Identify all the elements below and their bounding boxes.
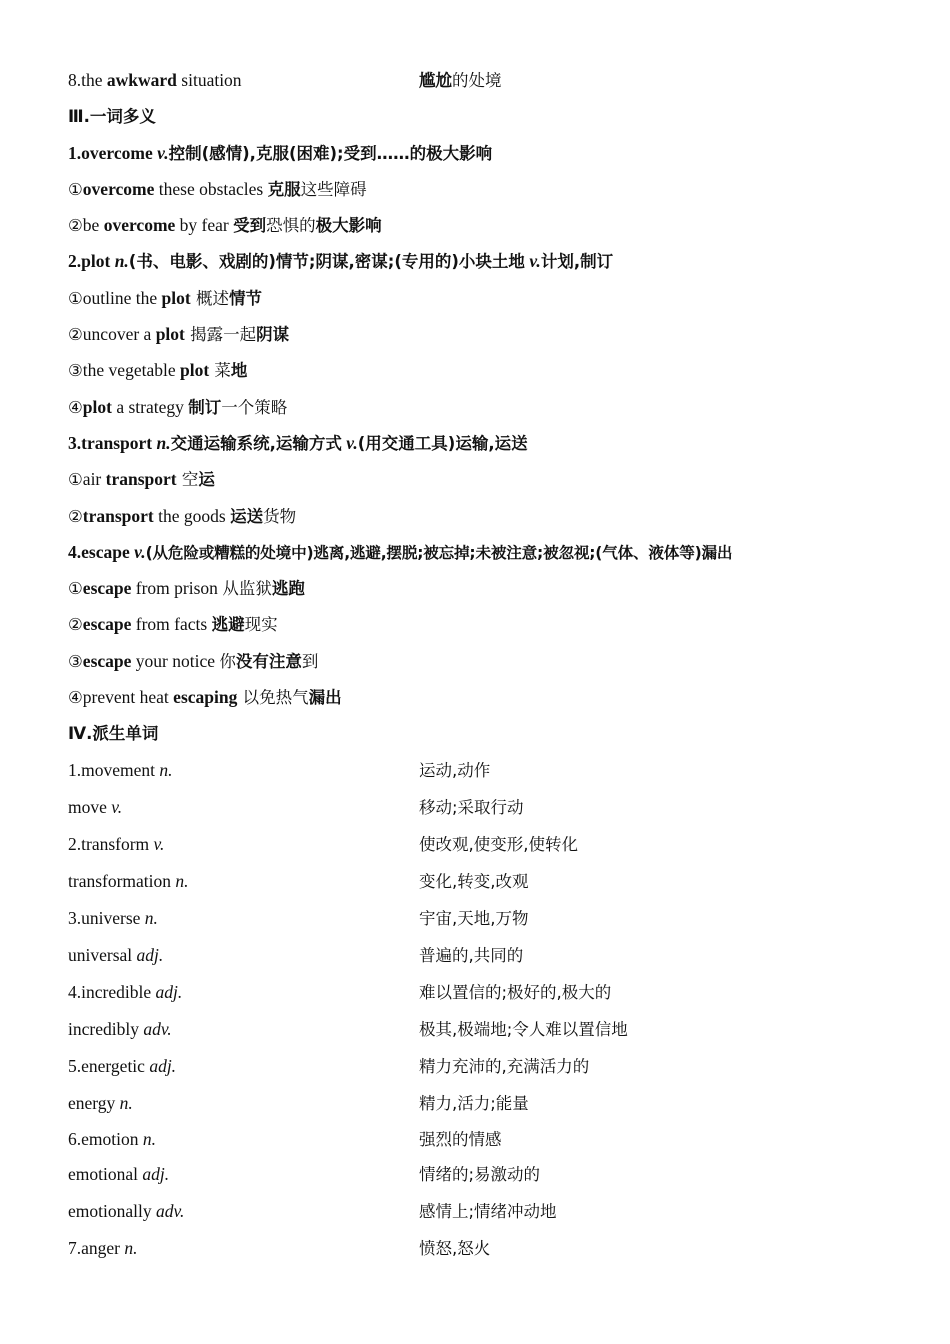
- derived-pos: adj.: [155, 982, 183, 1002]
- example-marker: ①: [68, 470, 83, 489]
- derived-word: emotionally: [68, 1201, 156, 1221]
- word-3-example-1: [68, 467, 215, 492]
- example-keyword: transport: [105, 469, 177, 489]
- example-cn-bold: 漏出: [308, 688, 342, 707]
- derived-cn: 宇宙,天地,万物: [419, 909, 529, 928]
- derived-word: incredibly: [68, 1019, 144, 1039]
- word-4-number: 4.: [68, 542, 82, 562]
- derived-word: energy: [68, 1093, 120, 1113]
- word-2-example-2: [68, 322, 289, 347]
- derived-word: 7.anger: [68, 1238, 125, 1258]
- example-keyword: overcome: [82, 179, 155, 199]
- example-cn-tail: 现实: [244, 615, 278, 634]
- example-prefix: outline the: [82, 288, 162, 308]
- derived-row: [68, 906, 158, 930]
- example-cn-bold: 受到: [233, 216, 267, 235]
- word-2-number: 2.: [68, 251, 82, 271]
- derived-translation: [419, 832, 578, 857]
- word-1-word: overcome: [81, 143, 153, 163]
- example-phrase: from facts: [131, 614, 212, 634]
- word-2-word: plot: [81, 251, 111, 271]
- item-8-cn-bold: 尴尬: [419, 71, 452, 90]
- derived-row: [68, 1091, 133, 1115]
- word-1-definition: 控制(感情),克服(困难);受到……的极大影响: [168, 144, 493, 163]
- word-4-example-4: [68, 685, 342, 710]
- example-cn-tail: 一个策略: [221, 398, 288, 417]
- derived-pos: n.: [159, 760, 173, 780]
- example-phrase: these obstacles: [154, 179, 268, 199]
- word-4-example-1: [68, 576, 305, 601]
- example-phrase: your notice: [131, 651, 220, 671]
- derived-row: [68, 1054, 176, 1078]
- section-4-heading: [68, 721, 158, 746]
- derived-pos: n.: [142, 1129, 156, 1149]
- example-prefix: the vegetable: [82, 360, 180, 380]
- derived-word: 2.transform: [68, 834, 154, 854]
- example-cn: 以免热气: [237, 688, 309, 707]
- example-cn-bold: 运送: [230, 507, 264, 526]
- example-marker: ①: [68, 579, 83, 598]
- example-marker: ②: [68, 615, 83, 634]
- example-cn-bold: 逃避: [211, 615, 245, 634]
- derived-row: [68, 832, 164, 856]
- derived-row: [68, 1127, 156, 1151]
- example-marker: ④: [68, 688, 83, 707]
- derived-pos: n.: [119, 1093, 133, 1113]
- word-4-example-2: [68, 612, 278, 637]
- derived-cn: 运动,动作: [419, 761, 491, 780]
- word-2-example-3: [68, 358, 247, 383]
- example-cn-bold: 运: [198, 470, 215, 489]
- derived-translation: [419, 1017, 628, 1042]
- derived-row: [68, 795, 122, 819]
- word-4-word: escape: [81, 542, 130, 562]
- example-keyword: escape: [82, 614, 132, 634]
- derived-pos: n.: [144, 908, 158, 928]
- example-keyword: plot: [179, 360, 210, 380]
- word-3-heading: [68, 431, 528, 456]
- section-3-title: Ⅲ.一词多义: [68, 107, 156, 126]
- item-8-keyword: awkward: [106, 70, 177, 90]
- derived-cn: 情绪的;易激动的: [419, 1165, 541, 1184]
- derived-cn: 移动;采取行动: [419, 798, 524, 817]
- derived-row: [68, 980, 182, 1004]
- example-cn-bold: 地: [230, 361, 248, 380]
- word-3-example-2: [68, 504, 296, 529]
- derived-cn: 愤怒,怒火: [419, 1239, 491, 1258]
- derived-word: emotional: [68, 1164, 143, 1184]
- section-4-title: Ⅳ.派生单词: [68, 724, 159, 743]
- example-marker: ③: [68, 652, 83, 671]
- derived-row: [68, 943, 163, 967]
- derived-translation: [419, 1054, 589, 1079]
- derived-row: [68, 758, 173, 782]
- word-2-definition-2: 计划,制订: [540, 252, 614, 271]
- example-marker: ②: [68, 216, 83, 235]
- word-3-word: transport: [81, 433, 153, 453]
- derived-cn: 难以置信的;极好的,极大的: [419, 983, 612, 1002]
- word-1-example-1: [68, 177, 367, 202]
- example-prefix: air: [82, 469, 106, 489]
- derived-cn: 精力,活力;能量: [419, 1094, 529, 1113]
- word-2-example-4: [68, 395, 287, 420]
- derived-word: 1.movement: [68, 760, 160, 780]
- item-8-line: [68, 68, 242, 92]
- derived-translation: [419, 1127, 502, 1152]
- derived-cn: 使改观,使变形,使转化: [419, 835, 578, 854]
- word-3-definition: 交通运输系统,运输方式: [170, 434, 342, 453]
- example-cn-bold: 逃跑: [271, 579, 305, 598]
- derived-pos: adj.: [136, 945, 164, 965]
- word-4-heading: [68, 540, 732, 565]
- example-cn-bold: 阴谋: [256, 325, 290, 344]
- word-1-number: 1.: [68, 143, 82, 163]
- word-2-pos-2: v.: [529, 251, 541, 271]
- word-2-pos: n.: [114, 251, 129, 271]
- derived-translation: [419, 1199, 557, 1224]
- derived-word: universal: [68, 945, 137, 965]
- example-marker: ①: [68, 180, 83, 199]
- derived-cn: 精力充沛的,充满活力的: [419, 1057, 590, 1076]
- word-1-heading: [68, 141, 492, 166]
- derived-translation: [419, 906, 529, 931]
- example-cn-bold-2: 极大影响: [315, 216, 382, 235]
- word-3-pos-2: v.: [346, 433, 358, 453]
- example-marker: ②: [68, 325, 83, 344]
- example-keyword: escape: [82, 578, 132, 598]
- example-cn-tail: 到: [301, 652, 319, 671]
- example-cn-tail: 货物: [263, 507, 297, 526]
- example-cn: 空: [176, 470, 199, 489]
- derived-pos: v.: [111, 797, 123, 817]
- derived-cn: 感情上;情绪冲动地: [419, 1202, 557, 1221]
- example-cn-bold: 没有注意: [235, 652, 302, 671]
- example-keyword: escape: [82, 651, 132, 671]
- example-prefix: prevent heat: [82, 687, 174, 707]
- example-phrase: by fear: [175, 215, 234, 235]
- example-marker: ①: [68, 289, 83, 308]
- item-8-rest: situation: [176, 70, 242, 90]
- word-4-example-3: [68, 649, 318, 674]
- example-keyword: overcome: [103, 215, 176, 235]
- word-1-pos: v.: [157, 143, 169, 163]
- example-phrase: a strategy: [111, 397, 189, 417]
- example-phrase: from prison: [131, 578, 223, 598]
- example-cn-mid: 恐惧的: [266, 216, 316, 235]
- derived-pos: n.: [175, 871, 189, 891]
- section-3-heading: [68, 104, 156, 129]
- example-cn-bold: 克服: [267, 180, 301, 199]
- derived-cn: 普遍的,共同的: [419, 946, 524, 965]
- derived-row: [68, 1162, 169, 1186]
- derived-word: 5.energetic: [68, 1056, 150, 1076]
- example-cn: 你: [219, 652, 236, 671]
- derived-row: [68, 869, 189, 893]
- word-2-example-1: [68, 286, 262, 311]
- derived-cn: 强烈的情感: [419, 1130, 502, 1149]
- example-marker: ③: [68, 361, 83, 380]
- derived-translation: [419, 1162, 540, 1187]
- word-3-definition-2: (用交通工具)运输,运送: [357, 434, 528, 453]
- derived-pos: adj.: [142, 1164, 170, 1184]
- example-marker: ②: [68, 507, 83, 526]
- word-3-number: 3.: [68, 433, 82, 453]
- derived-translation: [419, 869, 529, 894]
- derived-cn: 极其,极端地;令人难以置信地: [419, 1020, 628, 1039]
- word-4-definition: (从危险或糟糕的处境中)逃离,逃避,摆脱;被忘掉;未被注意;被忽视;(气体、液体等)漏出: [145, 544, 733, 562]
- derived-cn: 变化,转变,改观: [419, 872, 529, 891]
- derived-translation: [419, 980, 611, 1005]
- example-prefix: uncover a: [82, 324, 156, 344]
- word-2-heading: [68, 249, 613, 274]
- example-cn: 揭露一起: [184, 325, 257, 344]
- example-cn: 菜: [209, 361, 231, 380]
- example-cn-bold: 制订: [188, 398, 222, 417]
- derived-pos: adj.: [149, 1056, 177, 1076]
- derived-pos: n.: [124, 1238, 138, 1258]
- word-1-example-2: [68, 213, 382, 238]
- derived-row: [68, 1017, 172, 1041]
- derived-translation: [419, 1236, 490, 1261]
- example-keyword: transport: [82, 506, 154, 526]
- example-marker: ④: [68, 398, 83, 417]
- word-2-definition: (书、电影、戏剧的)情节;阴谋,密谋;(专用的)小块土地: [128, 252, 525, 271]
- derived-translation: [419, 943, 523, 968]
- derived-word: move: [68, 797, 112, 817]
- example-phrase: the goods: [153, 506, 231, 526]
- derived-pos: v.: [153, 834, 165, 854]
- example-cn-bold: 情节: [228, 289, 262, 308]
- example-prefix: be: [82, 215, 104, 235]
- derived-word: 6.emotion: [68, 1129, 143, 1149]
- word-4-pos: v.: [134, 542, 146, 562]
- derived-pos: adv.: [143, 1019, 172, 1039]
- example-cn: 从监狱: [222, 579, 272, 598]
- derived-word: 3.universe: [68, 908, 145, 928]
- item-8-translation: [419, 68, 502, 93]
- derived-translation: [419, 795, 524, 820]
- example-cn-tail: 这些障碍: [300, 180, 367, 199]
- derived-pos: adv.: [155, 1201, 185, 1221]
- example-keyword: plot: [155, 324, 185, 344]
- derived-row: [68, 1236, 138, 1260]
- derived-word: transformation: [68, 871, 176, 891]
- derived-translation: [419, 1091, 529, 1116]
- derived-row: [68, 1199, 184, 1223]
- example-keyword: escaping: [173, 687, 238, 707]
- word-3-pos: n.: [156, 433, 171, 453]
- item-8-cn-tail: 的处境: [452, 71, 502, 90]
- example-keyword: plot: [161, 288, 191, 308]
- item-8-number: 8.the: [68, 70, 107, 90]
- example-keyword: plot: [82, 397, 112, 417]
- example-cn: 概述: [190, 289, 229, 308]
- derived-translation: [419, 758, 490, 783]
- derived-word: 4.incredible: [68, 982, 156, 1002]
